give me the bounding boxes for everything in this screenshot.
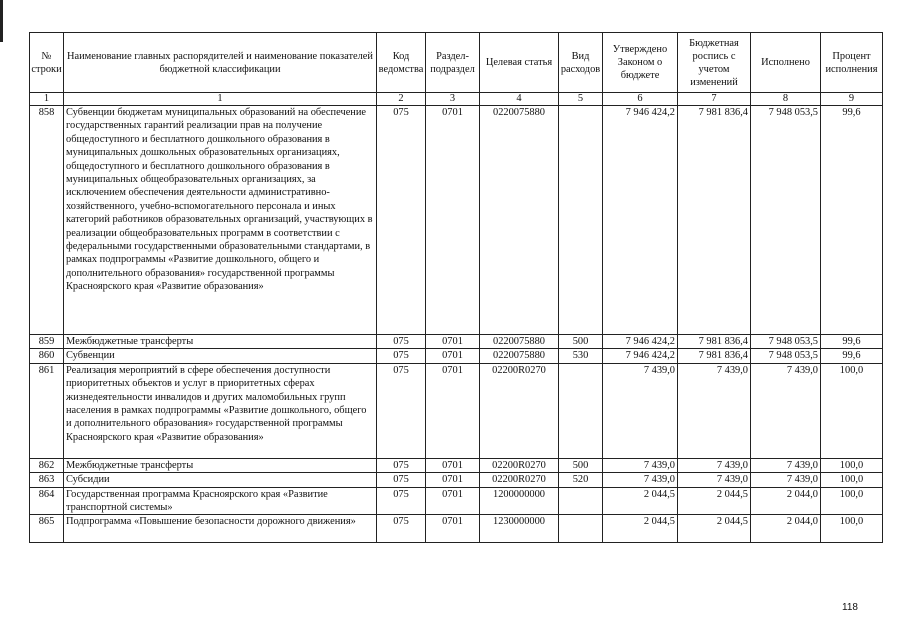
row-target: 02200R0270: [480, 363, 559, 458]
row-section: 0701: [426, 363, 480, 458]
row-section: 0701: [426, 335, 480, 349]
header-approved: Утверждено Законом о бюджете: [603, 33, 678, 93]
header-executed: Исполнено: [751, 33, 821, 93]
row-approved: 7 946 424,2: [603, 335, 678, 349]
row-dept-code: 075: [377, 515, 426, 543]
row-percent: 100,0: [821, 363, 883, 458]
table-row: [30, 515, 883, 543]
row-exp-type: [559, 363, 603, 458]
col-number: 9: [821, 93, 883, 106]
row-section: 0701: [426, 515, 480, 543]
row-budget-list: 7 439,0: [678, 473, 751, 487]
row-dept-code: 075: [377, 349, 426, 363]
row-percent: 99,6: [821, 106, 883, 335]
row-target: 02200R0270: [480, 458, 559, 472]
row-name: Межбюджетные трансферты: [64, 458, 377, 472]
row-approved: 7 439,0: [603, 458, 678, 472]
row-number: 864: [30, 487, 64, 515]
row-approved: 2 044,5: [603, 515, 678, 543]
row-exp-type: [559, 487, 603, 515]
row-executed: 2 044,0: [751, 515, 821, 543]
row-number: 860: [30, 349, 64, 363]
row-approved: 7 439,0: [603, 363, 678, 458]
row-section: 0701: [426, 349, 480, 363]
row-number: 859: [30, 335, 64, 349]
col-number: 4: [480, 93, 559, 106]
row-name: Субвенции: [64, 349, 377, 363]
col-number: 5: [559, 93, 603, 106]
row-number: 861: [30, 363, 64, 458]
row-exp-type: [559, 515, 603, 543]
row-exp-type: 500: [559, 335, 603, 349]
row-dept-code: 075: [377, 473, 426, 487]
table-row: [30, 473, 883, 487]
row-target: 1230000000: [480, 515, 559, 543]
header-row: [30, 33, 883, 93]
row-target: 0220075880: [480, 349, 559, 363]
row-executed: 2 044,0: [751, 487, 821, 515]
row-percent: 100,0: [821, 473, 883, 487]
row-dept-code: 075: [377, 458, 426, 472]
row-name: Реализация мероприятий в сфере обеспечения доступности приоритетных объектов и услуг в приоритетных сферах жизнедеятельности инвалидов и других маломобильных групп населения в рамках подпрограммы «Развитие дошкольного, общего и дополнительного образования» государственной программы Красноярского края «Развитие образования»: [64, 363, 377, 458]
col-number: 8: [751, 93, 821, 106]
header-row-no: № строки: [30, 33, 64, 93]
row-dept-code: 075: [377, 106, 426, 335]
row-exp-type: 520: [559, 473, 603, 487]
row-exp-type: [559, 106, 603, 335]
row-exp-type: 500: [559, 458, 603, 472]
row-executed: 7 439,0: [751, 363, 821, 458]
header-section: Раздел-подраздел: [426, 33, 480, 93]
col-number: 1: [64, 93, 377, 106]
header-dept-code: Код ведомства: [377, 33, 426, 93]
row-budget-list: 7 981 836,4: [678, 349, 751, 363]
row-executed: 7 948 053,5: [751, 335, 821, 349]
row-section: 0701: [426, 473, 480, 487]
row-percent: 100,0: [821, 458, 883, 472]
row-executed: 7 948 053,5: [751, 106, 821, 335]
row-name: Подпрограмма «Повышение безопасности дорожного движения»: [64, 515, 377, 543]
row-percent: 100,0: [821, 487, 883, 515]
row-target: 0220075880: [480, 335, 559, 349]
row-budget-list: 2 044,5: [678, 515, 751, 543]
row-executed: 7 948 053,5: [751, 349, 821, 363]
row-target: 0220075880: [480, 106, 559, 335]
header-exp-type: Вид расходов: [559, 33, 603, 93]
row-percent: 99,6: [821, 349, 883, 363]
row-dept-code: 075: [377, 335, 426, 349]
page-number: 118: [842, 602, 858, 613]
row-target: 02200R0270: [480, 473, 559, 487]
row-number: 858: [30, 106, 64, 335]
row-number: 863: [30, 473, 64, 487]
row-name: Субсидии: [64, 473, 377, 487]
row-executed: 7 439,0: [751, 473, 821, 487]
row-budget-list: 7 439,0: [678, 458, 751, 472]
row-percent: 99,6: [821, 335, 883, 349]
col-number: 2: [377, 93, 426, 106]
row-approved: 2 044,5: [603, 487, 678, 515]
row-budget-list: 7 981 836,4: [678, 335, 751, 349]
row-name: Субвенции бюджетам муниципальных образований на обеспечение государственных гарантий реализации прав на получение общедоступного и бесплатного дошкольного образования в муниципальных дошкольных образовательных организациях, общедоступного и бесплатного дошкольного образования в муниципальных общеобразовательных организациях, за исключением обеспечения деятельности административно-хозяйственного, учебно-вспомогательного персонала и иных категорий работников образовательных организаций, участвующих в реализации общеобразовательных программ в соответствии с федеральными государственными образовательными стандартами, в рамках подпрограммы «Развитие дошкольного, общего и дополнительного образования» государственной программы Красноярского края «Развитие образования»: [64, 106, 377, 335]
table-row: [30, 458, 883, 472]
col-number: 1: [30, 93, 64, 106]
row-dept-code: 075: [377, 487, 426, 515]
table-row: [30, 363, 883, 458]
budget-execution-table: [29, 32, 883, 543]
col-number: 3: [426, 93, 480, 106]
table-row: [30, 349, 883, 363]
row-budget-list: 7 439,0: [678, 363, 751, 458]
col-number: 6: [603, 93, 678, 106]
row-executed: 7 439,0: [751, 458, 821, 472]
row-percent: 100,0: [821, 515, 883, 543]
row-dept-code: 075: [377, 363, 426, 458]
row-section: 0701: [426, 487, 480, 515]
row-target: 1200000000: [480, 487, 559, 515]
table-row: [30, 335, 883, 349]
row-number: 865: [30, 515, 64, 543]
row-section: 0701: [426, 106, 480, 335]
row-name: Межбюджетные трансферты: [64, 335, 377, 349]
header-budget-list: Бюджетная роспись с учетом изменений: [678, 33, 751, 93]
row-section: 0701: [426, 458, 480, 472]
row-number: 862: [30, 458, 64, 472]
row-budget-list: 7 981 836,4: [678, 106, 751, 335]
header-target: Целевая статья: [480, 33, 559, 93]
row-approved: 7 946 424,2: [603, 349, 678, 363]
row-name: Государственная программа Красноярского края «Развитие транспортной системы»: [64, 487, 377, 515]
table-row: [30, 487, 883, 515]
row-exp-type: 530: [559, 349, 603, 363]
row-approved: 7 439,0: [603, 473, 678, 487]
row-approved: 7 946 424,2: [603, 106, 678, 335]
row-budget-list: 2 044,5: [678, 487, 751, 515]
table-row: [30, 106, 883, 335]
header-percent: Процент исполнения: [821, 33, 883, 93]
col-number: 7: [678, 93, 751, 106]
column-number-row: [30, 93, 883, 106]
header-name: Наименование главных распорядителей и наименование показателей бюджетной классификации: [64, 33, 377, 93]
left-edge-mark: [0, 0, 3, 42]
